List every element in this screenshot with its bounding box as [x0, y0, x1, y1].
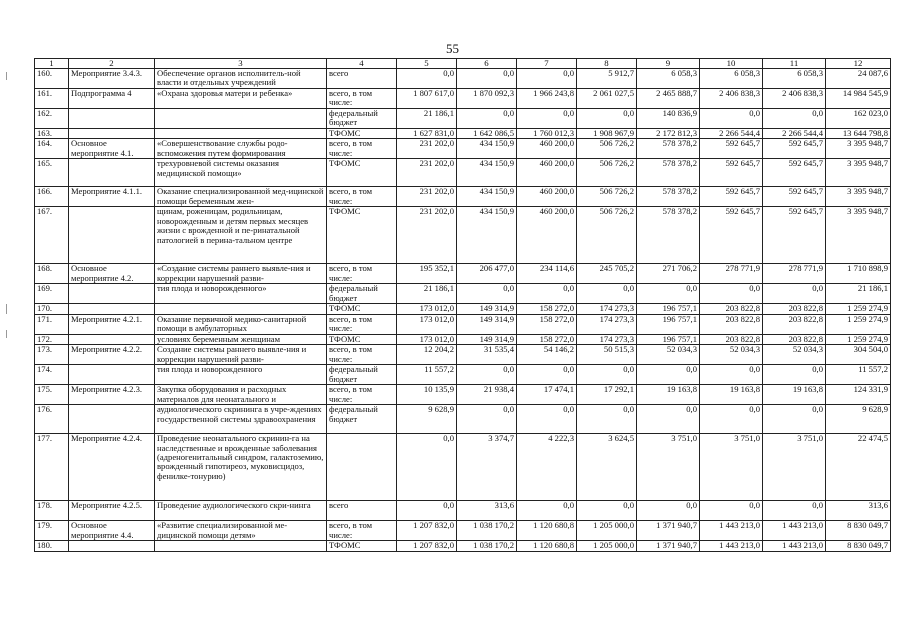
amount-cell: 174 273,3 — [577, 304, 637, 314]
amount-cell: 0,0 — [700, 284, 763, 304]
amount-cell: 3 395 948,7 — [826, 159, 891, 187]
row-number-cell: 177. — [35, 434, 69, 501]
activity-name-cell: Создание системы раннего выявле-ния и коррекции нарушений разви- — [155, 345, 327, 365]
activity-type-cell: Подпрограмма 4 — [69, 89, 155, 109]
amount-cell: 1 259 274,9 — [826, 334, 891, 344]
amount-cell: 460 200,0 — [517, 159, 577, 187]
table-row — [35, 69, 891, 89]
amount-cell: 203 822,8 — [763, 304, 826, 314]
row-number-cell: 168. — [35, 264, 69, 284]
amount-cell: 21 186,1 — [397, 109, 457, 129]
activity-type-cell: Мероприятие 4.2.5. — [69, 501, 155, 521]
activity-name-cell — [155, 129, 327, 139]
amount-cell: 21 938,4 — [457, 385, 517, 405]
amount-cell: 0,0 — [577, 365, 637, 385]
activity-type-cell: Мероприятие 4.2.4. — [69, 434, 155, 501]
amount-cell: 0,0 — [397, 434, 457, 501]
amount-cell: 0,0 — [700, 109, 763, 129]
activity-type-cell: Основное мероприятие 4.2. — [69, 264, 155, 284]
activity-type-cell — [69, 284, 155, 304]
amount-cell: 6 058,3 — [637, 69, 700, 89]
column-header: 6 — [457, 59, 517, 69]
binding-mark — [6, 330, 7, 338]
row-number-cell: 172. — [35, 334, 69, 344]
amount-cell: 1 807 617,0 — [397, 89, 457, 109]
funding-source-cell: ТФОМС — [327, 334, 397, 344]
amount-cell: 1 120 680,8 — [517, 521, 577, 541]
amount-cell: 231 202,0 — [397, 159, 457, 187]
amount-cell: 3 751,0 — [700, 434, 763, 501]
activity-type-cell — [69, 334, 155, 344]
funding-source-cell: федеральный бюджет — [327, 365, 397, 385]
amount-cell: 1 207 832,0 — [397, 521, 457, 541]
amount-cell: 0,0 — [700, 501, 763, 521]
table-row — [35, 187, 891, 207]
amount-cell: 434 150,9 — [457, 187, 517, 207]
amount-cell: 0,0 — [517, 69, 577, 89]
amount-cell: 1 207 832,0 — [397, 541, 457, 551]
amount-cell: 162 023,0 — [826, 109, 891, 129]
activity-type-cell: Основное мероприятие 4.1. — [69, 139, 155, 159]
amount-cell: 173 012,0 — [397, 314, 457, 334]
amount-cell: 1 627 831,0 — [397, 129, 457, 139]
funding-source-cell: всего — [327, 69, 397, 89]
amount-cell: 592 645,7 — [763, 187, 826, 207]
funding-source-cell: всего, в том числе: — [327, 521, 397, 541]
amount-cell: 271 706,2 — [637, 264, 700, 284]
funding-source-cell: федеральный бюджет — [327, 405, 397, 434]
amount-cell: 2 406 838,3 — [763, 89, 826, 109]
activity-name-cell: трехуровневой системы оказания медицинской помощи» — [155, 159, 327, 187]
amount-cell: 245 705,2 — [577, 264, 637, 284]
activity-name-cell: Проведение аудиологического скри-нинга — [155, 501, 327, 521]
amount-cell: 592 645,7 — [700, 139, 763, 159]
amount-cell: 2 266 544,4 — [700, 129, 763, 139]
amount-cell: 2 061 027,5 — [577, 89, 637, 109]
amount-cell: 9 628,9 — [397, 405, 457, 434]
amount-cell: 2 266 544,4 — [763, 129, 826, 139]
amount-cell: 0,0 — [457, 405, 517, 434]
activity-type-cell — [69, 159, 155, 187]
amount-cell: 1 259 274,9 — [826, 304, 891, 314]
row-number-cell: 163. — [35, 129, 69, 139]
amount-cell: 19 163,8 — [700, 385, 763, 405]
table-row — [35, 304, 891, 314]
column-header: 10 — [700, 59, 763, 69]
amount-cell: 1 371 940,7 — [637, 521, 700, 541]
activity-name-cell: тия плода и новорожденного — [155, 365, 327, 385]
column-header: 4 — [327, 59, 397, 69]
amount-cell: 3 374,7 — [457, 434, 517, 501]
amount-cell: 1 443 213,0 — [763, 541, 826, 551]
amount-cell: 578 378,2 — [637, 159, 700, 187]
amount-cell: 196 757,1 — [637, 314, 700, 334]
amount-cell: 0,0 — [517, 284, 577, 304]
activity-type-cell — [69, 109, 155, 129]
table-row — [35, 501, 891, 521]
amount-cell: 158 272,0 — [517, 304, 577, 314]
activity-name-cell: Закупка оборудования и расходных материалов для неонатального и — [155, 385, 327, 405]
row-number-cell: 170. — [35, 304, 69, 314]
amount-cell: 203 822,8 — [700, 334, 763, 344]
amount-cell: 5 912,7 — [577, 69, 637, 89]
amount-cell: 592 645,7 — [700, 207, 763, 264]
table-row — [35, 314, 891, 334]
row-number-cell: 166. — [35, 187, 69, 207]
amount-cell: 434 150,9 — [457, 139, 517, 159]
row-number-cell: 161. — [35, 89, 69, 109]
row-number-cell: 176. — [35, 405, 69, 434]
amount-cell: 0,0 — [577, 284, 637, 304]
amount-cell: 3 624,5 — [577, 434, 637, 501]
amount-cell: 0,0 — [517, 365, 577, 385]
amount-cell: 231 202,0 — [397, 139, 457, 159]
amount-cell: 3 395 948,7 — [826, 139, 891, 159]
amount-cell: 592 645,7 — [763, 207, 826, 264]
amount-cell: 0,0 — [637, 501, 700, 521]
amount-cell: 52 034,3 — [637, 345, 700, 365]
row-number-cell: 169. — [35, 284, 69, 304]
amount-cell: 8 830 049,7 — [826, 541, 891, 551]
amount-cell: 3 395 948,7 — [826, 187, 891, 207]
amount-cell: 0,0 — [397, 69, 457, 89]
page-number: 55 — [446, 41, 459, 56]
column-header: 11 — [763, 59, 826, 69]
amount-cell: 21 186,1 — [826, 284, 891, 304]
amount-cell: 203 822,8 — [700, 314, 763, 334]
amount-cell: 206 477,0 — [457, 264, 517, 284]
amount-cell: 231 202,0 — [397, 187, 457, 207]
activity-name-cell: «Развитие специализированной ме-дицинской помощи детям» — [155, 521, 327, 541]
amount-cell: 3 751,0 — [763, 434, 826, 501]
amount-cell: 506 726,2 — [577, 187, 637, 207]
amount-cell: 3 395 948,7 — [826, 207, 891, 264]
funding-source-cell — [327, 434, 397, 501]
funding-source-cell: всего, в том числе: — [327, 139, 397, 159]
amount-cell: 434 150,9 — [457, 207, 517, 264]
amount-cell: 578 378,2 — [637, 187, 700, 207]
amount-cell: 0,0 — [637, 284, 700, 304]
amount-cell: 2 406 838,3 — [700, 89, 763, 109]
amount-cell: 1 710 898,9 — [826, 264, 891, 284]
row-number-cell: 173. — [35, 345, 69, 365]
amount-cell: 0,0 — [517, 109, 577, 129]
funding-source-cell: всего, в том числе: — [327, 264, 397, 284]
activity-name-cell: «Совершенствование службы родо-вспоможения путем формирования — [155, 139, 327, 159]
amount-cell: 174 273,3 — [577, 334, 637, 344]
activity-name-cell: аудиологического скрининга в учре-ждениях государственной системы здравоохранения — [155, 405, 327, 434]
funding-source-cell: всего, в том числе: — [327, 314, 397, 334]
activity-name-cell — [155, 541, 327, 551]
amount-cell: 6 058,3 — [700, 69, 763, 89]
column-header: 5 — [397, 59, 457, 69]
amount-cell: 4 222,3 — [517, 434, 577, 501]
amount-cell: 1 371 940,7 — [637, 541, 700, 551]
funding-source-cell: ТФОМС — [327, 304, 397, 314]
amount-cell: 173 012,0 — [397, 304, 457, 314]
funding-source-cell: всего, в том числе: — [327, 187, 397, 207]
amount-cell: 195 352,1 — [397, 264, 457, 284]
activity-name-cell: щинам, роженицам, родильницам, новорожденным и детям первых месяцев жизни с врожденной и пе-ринатальной патологией в перина-тальном центре — [155, 207, 327, 264]
row-number-cell: 175. — [35, 385, 69, 405]
amount-cell: 3 751,0 — [637, 434, 700, 501]
table-row — [35, 365, 891, 385]
budget-table — [34, 58, 891, 552]
column-header: 8 — [577, 59, 637, 69]
table-row — [35, 207, 891, 264]
amount-cell: 0,0 — [397, 501, 457, 521]
table-row — [35, 541, 891, 551]
column-header: 2 — [69, 59, 155, 69]
amount-cell: 9 628,9 — [826, 405, 891, 434]
amount-cell: 1 120 680,8 — [517, 541, 577, 551]
amount-cell: 0,0 — [763, 405, 826, 434]
amount-cell: 149 314,9 — [457, 304, 517, 314]
amount-cell: 1 038 170,2 — [457, 521, 517, 541]
amount-cell: 149 314,9 — [457, 314, 517, 334]
amount-cell: 0,0 — [637, 405, 700, 434]
table-row — [35, 129, 891, 139]
amount-cell: 158 272,0 — [517, 314, 577, 334]
amount-cell: 278 771,9 — [700, 264, 763, 284]
amount-cell: 8 830 049,7 — [826, 521, 891, 541]
amount-cell: 1 760 012,3 — [517, 129, 577, 139]
amount-cell: 19 163,8 — [763, 385, 826, 405]
activity-type-cell — [69, 304, 155, 314]
amount-cell: 21 186,1 — [397, 284, 457, 304]
table-row — [35, 405, 891, 434]
amount-cell: 1 259 274,9 — [826, 314, 891, 334]
amount-cell: 313,6 — [826, 501, 891, 521]
amount-cell: 10 135,9 — [397, 385, 457, 405]
amount-cell: 506 726,2 — [577, 139, 637, 159]
amount-cell: 0,0 — [577, 405, 637, 434]
amount-cell: 203 822,8 — [700, 304, 763, 314]
activity-name-cell: условиях беременным женщинам — [155, 334, 327, 344]
row-number-cell: 174. — [35, 365, 69, 385]
amount-cell: 19 163,8 — [637, 385, 700, 405]
amount-cell: 313,6 — [457, 501, 517, 521]
amount-cell: 0,0 — [577, 501, 637, 521]
amount-cell: 24 087,6 — [826, 69, 891, 89]
activity-type-cell: Мероприятие 3.4.3. — [69, 69, 155, 89]
amount-cell: 0,0 — [700, 405, 763, 434]
row-number-cell: 160. — [35, 69, 69, 89]
activity-type-cell: Мероприятие 4.1.1. — [69, 187, 155, 207]
binding-mark — [6, 304, 7, 314]
amount-cell: 460 200,0 — [517, 139, 577, 159]
amount-cell: 12 204,2 — [397, 345, 457, 365]
table-row — [35, 284, 891, 304]
amount-cell: 11 557,2 — [826, 365, 891, 385]
amount-cell: 203 822,8 — [763, 334, 826, 344]
amount-cell: 50 515,3 — [577, 345, 637, 365]
amount-cell: 460 200,0 — [517, 187, 577, 207]
table-row — [35, 385, 891, 405]
amount-cell: 14 984 545,9 — [826, 89, 891, 109]
funding-source-cell: всего, в том числе: — [327, 89, 397, 109]
activity-name-cell: Проведение неонатального скринин-га на наследственные и врожденные заболевания (адреногенитальный синдром, галактоземию, врожденный гипотиреоз, муковисцидоз, фенилке-тонурию) — [155, 434, 327, 501]
amount-cell: 0,0 — [700, 365, 763, 385]
column-header: 1 — [35, 59, 69, 69]
amount-cell: 1 205 000,0 — [577, 541, 637, 551]
amount-cell: 17 292,1 — [577, 385, 637, 405]
amount-cell: 234 114,6 — [517, 264, 577, 284]
amount-cell: 0,0 — [763, 501, 826, 521]
amount-cell: 2 465 888,7 — [637, 89, 700, 109]
row-number-cell: 167. — [35, 207, 69, 264]
amount-cell: 1 443 213,0 — [700, 541, 763, 551]
activity-type-cell: Мероприятие 4.2.2. — [69, 345, 155, 365]
amount-cell: 460 200,0 — [517, 207, 577, 264]
table-row — [35, 109, 891, 129]
amount-cell: 0,0 — [457, 109, 517, 129]
amount-cell: 304 504,0 — [826, 345, 891, 365]
row-number-cell: 164. — [35, 139, 69, 159]
activity-type-cell — [69, 541, 155, 551]
activity-name-cell: Обеспечение органов исполнитель-ной власти и отдельных учреждений — [155, 69, 327, 89]
table-row — [35, 345, 891, 365]
activity-name-cell: Оказание специализированной мед-ицинской помощи беременным жен- — [155, 187, 327, 207]
amount-cell: 592 645,7 — [700, 187, 763, 207]
table-row — [35, 139, 891, 159]
amount-cell: 0,0 — [517, 405, 577, 434]
amount-cell: 124 331,9 — [826, 385, 891, 405]
amount-cell: 1 870 092,3 — [457, 89, 517, 109]
activity-type-cell — [69, 129, 155, 139]
amount-cell: 0,0 — [457, 284, 517, 304]
activity-type-cell: Мероприятие 4.2.3. — [69, 385, 155, 405]
amount-cell: 278 771,9 — [763, 264, 826, 284]
amount-cell: 158 272,0 — [517, 334, 577, 344]
table-row — [35, 434, 891, 501]
funding-source-cell: ТФОМС — [327, 129, 397, 139]
amount-cell: 52 034,3 — [700, 345, 763, 365]
amount-cell: 0,0 — [577, 109, 637, 129]
amount-cell: 196 757,1 — [637, 334, 700, 344]
amount-cell: 174 273,3 — [577, 314, 637, 334]
table-body — [35, 69, 891, 552]
amount-cell: 52 034,3 — [763, 345, 826, 365]
amount-cell: 0,0 — [637, 365, 700, 385]
activity-name-cell — [155, 109, 327, 129]
activity-type-cell: Мероприятие 4.2.1. — [69, 314, 155, 334]
funding-source-cell: ТФОМС — [327, 207, 397, 264]
activity-type-cell — [69, 207, 155, 264]
amount-cell: 434 150,9 — [457, 159, 517, 187]
row-number-cell: 178. — [35, 501, 69, 521]
activity-name-cell: тия плода и новорожденного» — [155, 284, 327, 304]
amount-cell: 578 378,2 — [637, 139, 700, 159]
amount-cell: 173 012,0 — [397, 334, 457, 344]
amount-cell: 13 644 798,8 — [826, 129, 891, 139]
amount-cell: 0,0 — [763, 365, 826, 385]
activity-type-cell — [69, 405, 155, 434]
amount-cell: 140 836,9 — [637, 109, 700, 129]
column-number-row — [35, 59, 891, 69]
amount-cell: 196 757,1 — [637, 304, 700, 314]
amount-cell: 6 058,3 — [763, 69, 826, 89]
amount-cell: 0,0 — [457, 69, 517, 89]
amount-cell: 1 443 213,0 — [763, 521, 826, 541]
amount-cell: 1 038 170,2 — [457, 541, 517, 551]
activity-name-cell: «Охрана здоровья матери и ребенка» — [155, 89, 327, 109]
amount-cell: 1 966 243,8 — [517, 89, 577, 109]
activity-type-cell — [69, 365, 155, 385]
amount-cell: 1 642 086,5 — [457, 129, 517, 139]
row-number-cell: 162. — [35, 109, 69, 129]
row-number-cell: 165. — [35, 159, 69, 187]
row-number-cell: 180. — [35, 541, 69, 551]
amount-cell: 149 314,9 — [457, 334, 517, 344]
funding-source-cell: всего, в том числе: — [327, 385, 397, 405]
activity-type-cell: Основное мероприятие 4.4. — [69, 521, 155, 541]
column-header: 12 — [826, 59, 891, 69]
table-row — [35, 521, 891, 541]
activity-name-cell — [155, 304, 327, 314]
amount-cell: 1 443 213,0 — [700, 521, 763, 541]
activity-name-cell: Оказание первичной медико-санитарной помощи в амбулаторных — [155, 314, 327, 334]
amount-cell: 22 474,5 — [826, 434, 891, 501]
funding-source-cell: всего — [327, 501, 397, 521]
amount-cell: 11 557,2 — [397, 365, 457, 385]
amount-cell: 578 378,2 — [637, 207, 700, 264]
amount-cell: 506 726,2 — [577, 207, 637, 264]
amount-cell: 1 205 000,0 — [577, 521, 637, 541]
row-number-cell: 179. — [35, 521, 69, 541]
funding-source-cell: ТФОМС — [327, 541, 397, 551]
amount-cell: 592 645,7 — [763, 159, 826, 187]
amount-cell: 0,0 — [457, 365, 517, 385]
amount-cell: 203 822,8 — [763, 314, 826, 334]
column-header: 3 — [155, 59, 327, 69]
amount-cell: 231 202,0 — [397, 207, 457, 264]
amount-cell: 2 172 812,3 — [637, 129, 700, 139]
amount-cell: 54 146,2 — [517, 345, 577, 365]
table-row — [35, 264, 891, 284]
funding-source-cell: федеральный бюджет — [327, 284, 397, 304]
funding-source-cell: федеральный бюджет — [327, 109, 397, 129]
amount-cell: 506 726,2 — [577, 159, 637, 187]
amount-cell: 17 474,1 — [517, 385, 577, 405]
column-header: 9 — [637, 59, 700, 69]
amount-cell: 592 645,7 — [700, 159, 763, 187]
activity-name-cell: «Создание системы раннего выявле-ния и коррекции нарушений разви- — [155, 264, 327, 284]
table-row — [35, 334, 891, 344]
amount-cell: 592 645,7 — [763, 139, 826, 159]
column-header: 7 — [517, 59, 577, 69]
amount-cell: 0,0 — [763, 284, 826, 304]
amount-cell: 1 908 967,9 — [577, 129, 637, 139]
row-number-cell: 171. — [35, 314, 69, 334]
funding-source-cell: ТФОМС — [327, 159, 397, 187]
table-row — [35, 89, 891, 109]
table-row — [35, 159, 891, 187]
amount-cell: 0,0 — [517, 501, 577, 521]
amount-cell: 31 535,4 — [457, 345, 517, 365]
binding-mark — [6, 72, 7, 80]
amount-cell: 0,0 — [763, 109, 826, 129]
funding-source-cell: всего, в том числе: — [327, 345, 397, 365]
